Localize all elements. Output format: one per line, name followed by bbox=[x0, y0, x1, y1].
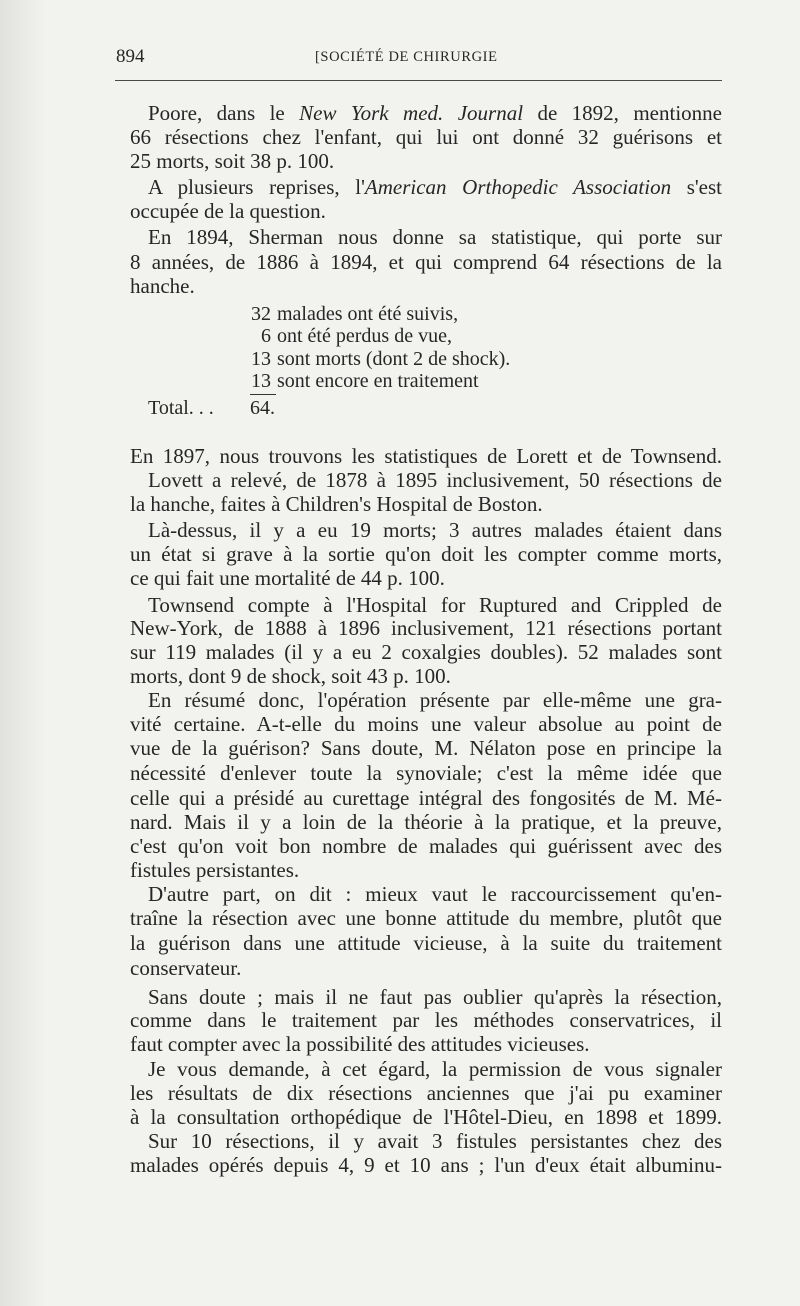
text-line: Lovett a relevé, de 1878 à 1895 inclusivement, 50 résections de bbox=[148, 468, 722, 492]
page-number: 894 bbox=[116, 46, 145, 67]
text-line bbox=[130, 101, 722, 125]
text-line: 8 années, de 1886 à 1894, et qui comprend 64 résections de la bbox=[130, 250, 722, 274]
text-line: c'est qu'on voit bon nombre de malades qui guérissent avec des bbox=[130, 834, 722, 858]
text-line: occupée de la question. bbox=[130, 199, 326, 223]
text-line: 25 morts, soit 38 p. 100. bbox=[130, 149, 335, 173]
text-line: En 1897, nous trouvons les statistiques de Lorett et de Townsend. bbox=[130, 444, 722, 468]
text-line: ce qui fait une mortalité de 44 p. 100. bbox=[130, 566, 445, 590]
text-line: comme dans le traitement par les méthodes conservatrices, il bbox=[130, 1008, 722, 1032]
text-line: morts, dont 9 de shock, soit 43 p. 100. bbox=[130, 664, 451, 688]
text-line: Là-dessus, il y a eu 19 morts; 3 autres malades étaient dans bbox=[148, 518, 722, 542]
text-segment: s'est bbox=[686, 175, 723, 199]
text-segment: de 1892, mentionne bbox=[537, 101, 722, 125]
row-text: malades ont été suivis, bbox=[277, 303, 459, 325]
text-line: En résumé donc, l'opération présente par elle-même une gra- bbox=[148, 688, 722, 712]
text-line: vue de la guérison? Sans doute, M. Nélaton pose en principe la bbox=[130, 736, 722, 760]
text-line: la hanche, faites à Children's Hospital de Boston. bbox=[130, 492, 543, 516]
total-label: Total. . . bbox=[148, 397, 214, 419]
running-title: [SOCIÉTÉ DE CHIRURGIE bbox=[315, 49, 498, 65]
text-line: nécessité d'enlever toute la synoviale; c'est la même idée que bbox=[130, 761, 722, 785]
journal-title: New York med. Journal bbox=[299, 101, 524, 125]
table-row bbox=[240, 369, 479, 393]
association-name: American Orthopedic Association bbox=[364, 175, 672, 199]
table-row bbox=[240, 347, 510, 371]
table-row bbox=[240, 302, 458, 326]
row-count: 13 bbox=[251, 370, 271, 392]
row-count: 6 bbox=[261, 325, 271, 347]
text-line: sur 119 malades (il y a eu 2 coxalgies doubles). 52 malades sont bbox=[130, 640, 722, 664]
text-line: Sur 10 résections, il y avait 3 fistules persistantes chez des bbox=[148, 1129, 722, 1153]
text-line: Townsend compte à l'Hospital for Ruptured and Crippled de bbox=[148, 593, 722, 617]
table-row bbox=[240, 324, 452, 348]
text-line: traîne la résection avec une bonne attitude du membre, plutôt que bbox=[130, 906, 722, 930]
text-line: New-York, de 1888 à 1896 inclusivement, 121 résections portant bbox=[130, 616, 722, 640]
text-line: vité certaine. A-t-elle du moins une valeur absolue au point de bbox=[130, 712, 722, 736]
row-text: sont encore en traitement bbox=[277, 370, 479, 392]
text-line: les résultats de dix résections anciennes que j'ai pu examiner bbox=[130, 1081, 722, 1105]
row-count: 32 bbox=[251, 303, 271, 325]
text-line: Sans doute ; mais il ne faut pas oublier qu'après la résection, bbox=[148, 985, 722, 1009]
header-rule bbox=[115, 80, 722, 81]
text-line: un état si grave à la sortie qu'on doit les compter comme morts, bbox=[130, 542, 722, 566]
row-text: sont morts (dont 2 de shock). bbox=[277, 348, 511, 370]
text-line: faut compter avec la possibilité des attitudes vicieuses. bbox=[130, 1032, 590, 1056]
text-line: conservateur. bbox=[130, 956, 242, 980]
text-line: hanche. bbox=[130, 274, 195, 298]
text-line: malades opérés depuis 4, 9 et 10 ans ; l'un d'eux était albuminu- bbox=[130, 1153, 722, 1177]
text-line: celle qui a présidé au curettage intégral des fongosités de M. Mé- bbox=[130, 786, 722, 810]
total-value: 64. bbox=[250, 397, 275, 419]
text-segment: Poore, dans le bbox=[148, 101, 285, 125]
row-text: ont été perdus de vue, bbox=[277, 325, 452, 347]
text-line bbox=[130, 175, 722, 199]
text-line: la guérison dans une attitude vicieuse, à la suite du traitement bbox=[130, 931, 722, 955]
sum-rule bbox=[250, 394, 276, 395]
text-line: à la consultation orthopédique de l'Hôtel-Dieu, en 1898 et 1899. bbox=[130, 1105, 722, 1129]
text-segment: A plusieurs reprises, l' bbox=[148, 175, 365, 199]
text-line: En 1894, Sherman nous donne sa statistique, qui porte sur bbox=[148, 225, 722, 249]
text-line: D'autre part, on dit : mieux vaut le raccourcissement qu'en- bbox=[148, 882, 722, 906]
text-line: 66 résections chez l'enfant, qui lui ont donné 32 guérisons et bbox=[130, 125, 722, 149]
text-line: fistules persistantes. bbox=[130, 858, 300, 882]
text-line: nard. Mais il y a loin de la théorie à la pratique, et la preuve, bbox=[130, 810, 722, 834]
text-line: Je vous demande, à cet égard, la permission de vous signaler bbox=[148, 1057, 722, 1081]
row-count: 13 bbox=[251, 348, 271, 370]
